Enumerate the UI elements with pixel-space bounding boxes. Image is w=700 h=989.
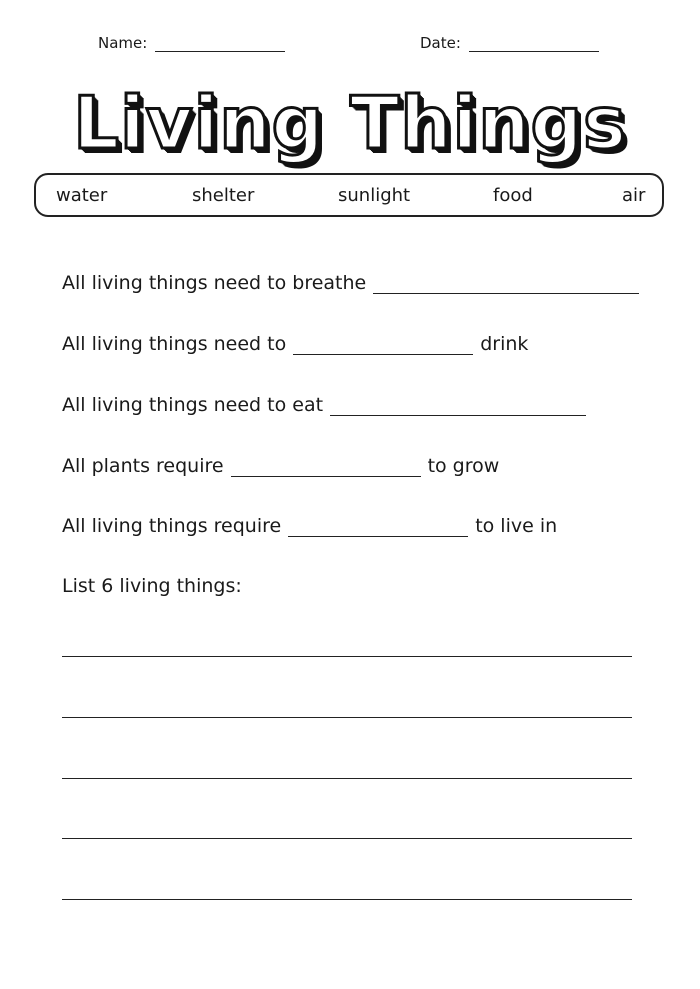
date-blank[interactable]: [469, 35, 599, 52]
sentence-text: drink: [480, 333, 529, 355]
sentence-text: All living things need to: [62, 333, 287, 355]
word-bank-item: water: [56, 185, 108, 206]
header-row: [0, 30, 700, 58]
sentence-text: All plants require: [62, 455, 224, 477]
name-field: [98, 34, 285, 52]
list-prompt: List 6 living things:: [62, 575, 242, 597]
sentence-text: to grow: [427, 455, 500, 477]
writing-line[interactable]: [62, 778, 632, 779]
word-bank: [34, 173, 664, 217]
sentence-text: All living things need to breathe: [62, 272, 367, 294]
sentence-text: to live in: [475, 515, 558, 537]
sentence-text: All living things require: [62, 515, 282, 537]
word-bank-item: sunlight: [338, 185, 411, 206]
answer-blank[interactable]: [288, 518, 468, 537]
sentence-3: [62, 394, 593, 416]
sentence-5: [62, 515, 557, 537]
sentence-text: All living things need to eat: [62, 394, 324, 416]
word-bank-item: shelter: [192, 185, 255, 206]
sentence-2: [62, 333, 528, 355]
word-bank-item: air: [622, 185, 646, 206]
answer-blank[interactable]: [231, 458, 421, 477]
answer-blank[interactable]: [293, 336, 473, 355]
writing-line[interactable]: [62, 717, 632, 718]
sentence-1: [62, 272, 646, 294]
writing-line[interactable]: [62, 838, 632, 839]
sentence-4: [62, 455, 499, 477]
name-label: Name:: [98, 34, 148, 52]
date-label: Date:: [420, 34, 461, 52]
name-blank[interactable]: [155, 35, 285, 52]
word-bank-item: food: [493, 185, 533, 206]
writing-line[interactable]: [62, 656, 632, 657]
writing-line[interactable]: [62, 899, 632, 900]
answer-blank[interactable]: [330, 397, 586, 416]
title-wrap: [0, 78, 700, 168]
date-field: [420, 34, 599, 52]
answer-blank[interactable]: [373, 275, 639, 294]
page-title: Living Things: [73, 81, 627, 165]
